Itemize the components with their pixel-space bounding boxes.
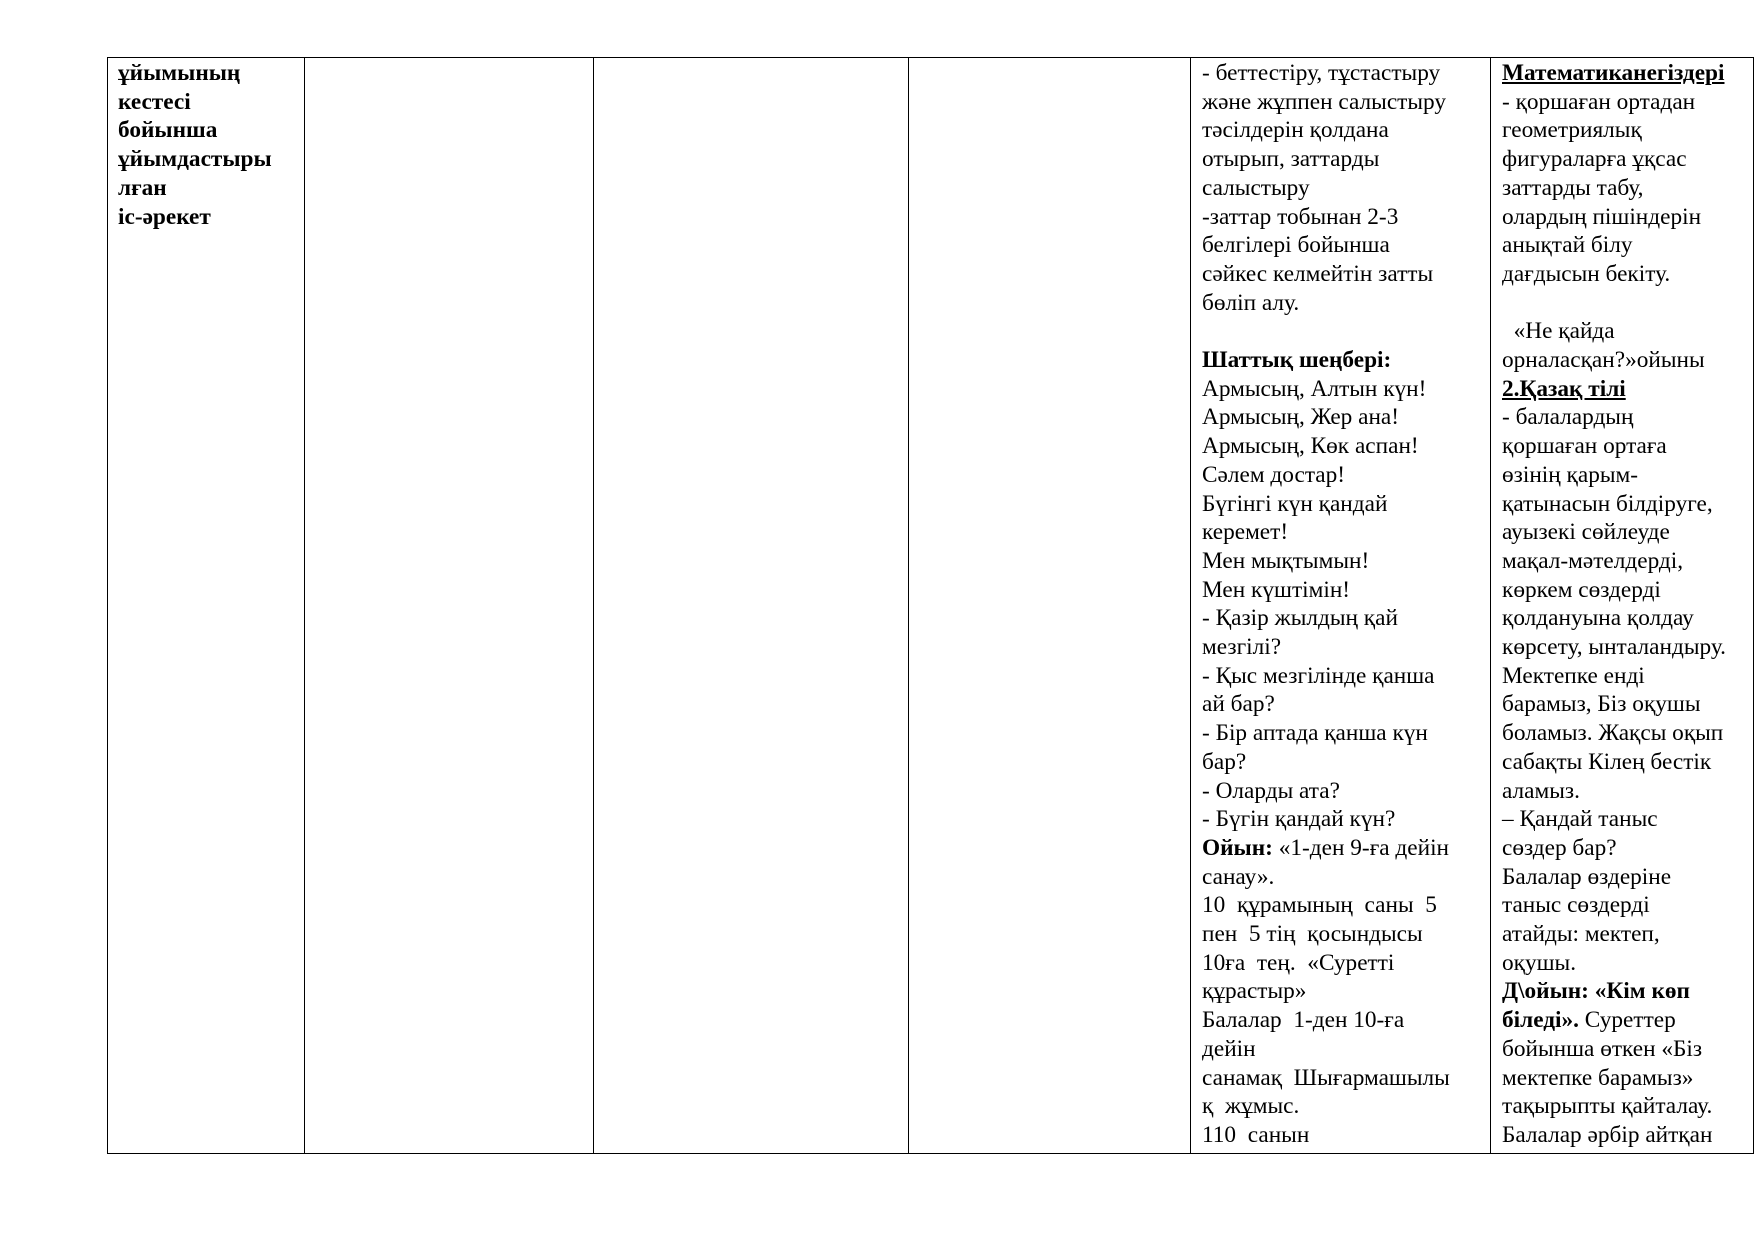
text-line: - Бүгін қандай күн?	[1202, 806, 1396, 833]
friday-cell	[1491, 58, 1754, 1154]
text-line: мектепке барамыз»	[1502, 1064, 1694, 1091]
text-line: қолдануына қолдау	[1502, 605, 1694, 632]
text-line: – Қандай таныс	[1502, 806, 1658, 833]
text-line: Армысың, Көк аспан!	[1202, 433, 1419, 460]
text-line: сабақты Кілең бестік	[1502, 748, 1712, 775]
text-line: тақырыпты қайталау.	[1502, 1093, 1713, 1120]
empty-cell-wednesday	[909, 58, 1191, 1154]
text-line: санамақ Шығармашылы	[1202, 1064, 1450, 1091]
text-line: аламыз.	[1502, 777, 1580, 804]
text-line: Бүгінгі күн қандай	[1202, 490, 1388, 517]
text-line: Сәлем достар!	[1202, 461, 1346, 488]
text-line: сөздер бар?	[1502, 834, 1617, 861]
oyin-label: Ойын:	[1202, 834, 1273, 861]
text-line: заттарды табу,	[1502, 174, 1644, 201]
text-line: Балалар өздеріне	[1502, 863, 1672, 890]
text-line: сәйкес келмейтін затты	[1202, 260, 1434, 287]
text-line: ауызекі сөйлеуде	[1502, 519, 1670, 546]
text-line: мезгілі?	[1202, 634, 1282, 661]
text-line: бөліп алу.	[1202, 289, 1300, 316]
activity-line: ұйымының	[118, 60, 241, 86]
text-line: тәсілдерін қолдана	[1202, 117, 1389, 144]
shattyk-heading: Шаттық шеңбері:	[1202, 347, 1392, 374]
table-row	[108, 58, 1754, 1154]
text-line: салыстыру	[1202, 174, 1310, 201]
text-line: таныс сөздерді	[1502, 892, 1650, 919]
thursday-cell	[1191, 58, 1491, 1154]
text-line: фигураларға ұқсас	[1502, 146, 1687, 173]
text-line: Мен күштімін!	[1202, 576, 1351, 603]
text-line: 10ға тең. «Суретті	[1202, 949, 1395, 976]
text-line: - Бір аптада қанша күн	[1202, 720, 1428, 747]
activity-line: бойынша	[118, 117, 218, 144]
empty-cell-tuesday	[594, 58, 909, 1154]
text-line: санау».	[1202, 863, 1275, 890]
text-line: көркем сөздерді	[1502, 576, 1661, 603]
doyin-heading-end: біледі».	[1502, 1007, 1579, 1034]
text-line: керемет!	[1202, 519, 1289, 546]
text-line: - Оларды ата?	[1202, 777, 1340, 804]
text-line: қатынасын білдіруге,	[1502, 490, 1713, 517]
text-line: атайды: мектеп,	[1502, 921, 1660, 948]
text-line: пен 5 тің қосындысы	[1202, 921, 1423, 948]
text-line: отырып, заттарды	[1202, 146, 1380, 173]
activity-line: лған	[118, 174, 167, 201]
text-line: Мектепке енді	[1502, 662, 1645, 689]
text-line: ай бар?	[1202, 691, 1275, 718]
text-line: анықтай білу	[1502, 232, 1633, 259]
text-line: Балалар әрбір айтқан	[1502, 1122, 1713, 1148]
text-line: мақал-мәтелдерді,	[1502, 547, 1684, 574]
text-line: «Не қайда	[1502, 318, 1615, 345]
doyin-line	[1502, 1006, 1751, 1035]
text-line: құрастыр»	[1202, 978, 1307, 1005]
text-line: геометриялық	[1502, 117, 1642, 144]
oyin-line	[1202, 834, 1486, 863]
doyin-heading: Д\ойын: «Кім көп	[1502, 978, 1690, 1005]
text-line: және жұппен салыстыру	[1202, 88, 1446, 115]
text-line: дағдысын бекіту.	[1502, 260, 1671, 287]
text-line: - балалардың	[1502, 404, 1634, 431]
text-line: дейін	[1202, 1035, 1256, 1062]
oyin-text: «1-ден 9-ға дейін	[1272, 834, 1450, 861]
math-heading: Математиканегіздері	[1502, 60, 1725, 86]
activity-line: іс-әрекет	[118, 203, 211, 230]
text-line: - беттестіру, тұстастыру	[1202, 60, 1441, 86]
text-line: орналасқан?»ойыны	[1502, 347, 1705, 374]
text-line: Армысың, Жер ана!	[1202, 404, 1400, 431]
text-line: 110 санын	[1202, 1122, 1310, 1148]
blank-line	[1502, 289, 1751, 318]
text-line: Армысың, Алтын күн!	[1202, 375, 1427, 402]
text-line: өзінің қарым-	[1502, 461, 1639, 488]
text-line: 10 құрамының саны 5	[1202, 892, 1437, 919]
text-line: қоршаған ортаға	[1502, 433, 1667, 460]
text-line: -заттар тобынан 2-3	[1202, 203, 1399, 230]
text-line: боламыз. Жақсы оқып	[1502, 720, 1724, 747]
text-line: - Қыс мезгілінде қанша	[1202, 662, 1435, 689]
text-line: оқушы.	[1502, 949, 1577, 976]
activity-type-cell	[108, 58, 305, 1154]
text-line: қ жұмыс.	[1202, 1093, 1300, 1120]
text-line: - Қазір жылдың қай	[1202, 605, 1398, 632]
text-line: Мен мықтымын!	[1202, 547, 1370, 574]
kazak-heading: 2.Қазақ тілі	[1502, 375, 1626, 402]
empty-cell-monday	[305, 58, 594, 1154]
activity-line: кестесі	[118, 88, 191, 115]
text-line: бойынша өткен «Біз	[1502, 1035, 1703, 1062]
text-line: олардың пішіндерін	[1502, 203, 1702, 230]
blank-line	[1202, 317, 1486, 346]
text-line: барамыз, Біз оқушы	[1502, 691, 1701, 718]
text-line: көрсету, ынталандыру.	[1502, 634, 1726, 661]
text-line: - қоршаған ортадан	[1502, 88, 1696, 115]
text-line: Балалар 1-ден 10-ға	[1202, 1007, 1405, 1034]
doyin-text: Суреттер	[1578, 1007, 1676, 1034]
lesson-plan-table	[107, 57, 1754, 1154]
activity-line: ұйымдастыры	[118, 146, 272, 173]
text-line: белгілері бойынша	[1202, 232, 1390, 259]
text-line: бар?	[1202, 748, 1247, 775]
